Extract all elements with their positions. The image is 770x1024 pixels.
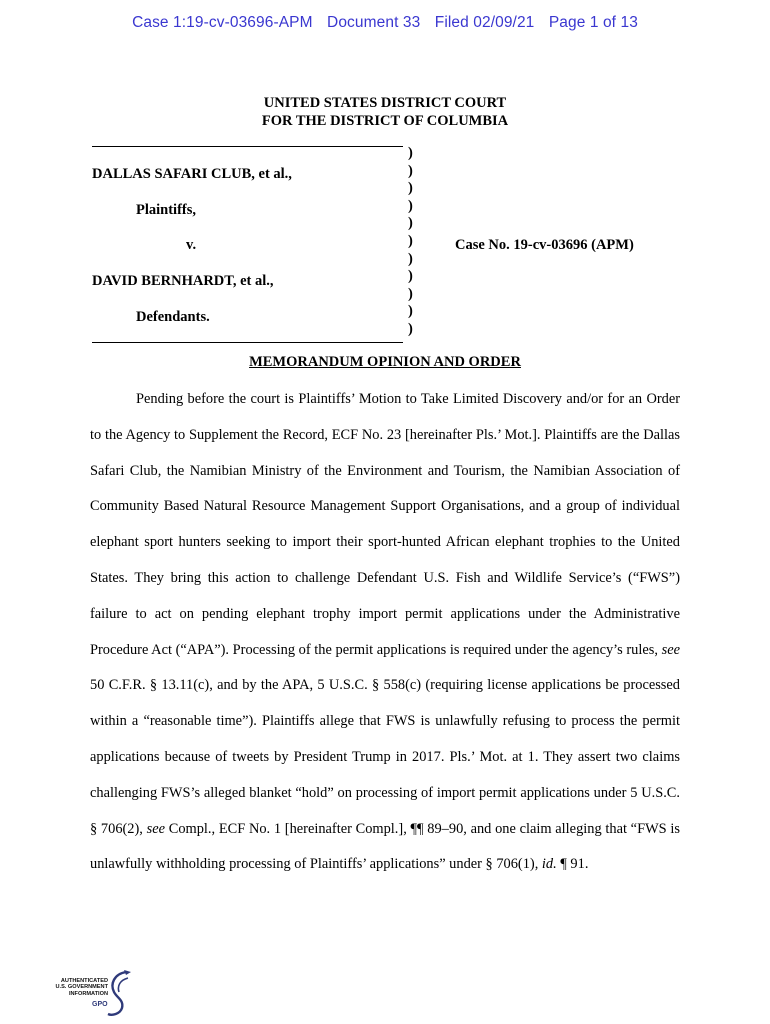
gpo-text-line: AUTHENTICATED	[60, 978, 108, 984]
citation-signal-id: id.	[541, 856, 557, 873]
plaintiff-name: DALLAS SAFARI CLUB, et al.,	[92, 166, 292, 182]
gpo-authentication-seal	[42, 968, 134, 1020]
caption-paren: )	[408, 250, 413, 267]
case-number: Case No. 19-cv-03696 (APM)	[455, 237, 634, 253]
gpo-text-line: U.S. GOVERNMENT	[55, 984, 108, 991]
document-header-stamp	[0, 14, 770, 32]
caption-paren: )	[408, 320, 413, 337]
gpo-label: GPO	[92, 1001, 108, 1008]
plaintiff-role: Plaintiffs,	[136, 202, 197, 218]
court-name: UNITED STATES DISTRICT COURT	[263, 95, 507, 111]
caption-parentheses	[408, 145, 413, 339]
caption-paren: )	[408, 303, 413, 320]
gpo-text-line: INFORMATION	[68, 990, 108, 997]
defendant-name: DAVID BERNHARDT, et al.,	[92, 273, 274, 289]
defendant-role: Defendants.	[136, 309, 210, 325]
memorandum-title: MEMORANDUM OPINION AND ORDER	[249, 354, 521, 370]
court-heading	[0, 94, 770, 130]
body-text-part: ¶ 91.	[560, 856, 589, 873]
caption-paren: )	[408, 162, 413, 179]
body-text-part: Pending before the court is Plaintiffs’ Motion to Take Limited Discovery and/or for an Order to the Agency to Supplement the Record, ECF No. 23 [hereinafter Pls.’ Mot.]. Plaintiffs are the Dallas Safari Club, the Namibian Ministry of the Environment and Tourism, the Namibian Association of Community Based Natural Resource Management Support Organisations, and a group of individual elephant sport hunters seeking to import their sport-hunted African elephant trophies to the United States. They bring this action to challenge Defendant U.S. Fish and Wildlife Service’s (“FWS”) failure to act on pending elephant trophy import permit applications under the Administrative Procedure Act (“APA”). Processing of the permit applications is required under the agency’s rules,	[90, 391, 680, 658]
filed-date: Filed 02/09/21	[434, 14, 535, 31]
caption-paren: )	[408, 285, 413, 302]
versus-label: v.	[186, 237, 197, 253]
caption-paren: )	[408, 197, 413, 214]
gpo-seal-text	[42, 978, 108, 997]
body-text-part: 50 C.F.R. § 13.11(c), and by the APA, 5 U.S.C. § 558(c) (requiring license applications be processed within a “reasonable time”). Plaintiffs allege that FWS is unlawfully refusing to process the permit applications because of tweets by President Trump in 2017. Pls.’ Mot. at 1. They assert two claims challenging FWS’s alleged blanket “hold” on processing of import permit applications under 5 U.S.C. § 706(2),	[90, 677, 680, 837]
caption-bottom-rule	[92, 342, 403, 343]
document-number: Document 33	[327, 14, 421, 31]
court-district: FOR THE DISTRICT OF COLUMBIA	[261, 113, 509, 129]
body-text-part: Compl., ECF No. 1 [hereinafter Compl.], ¶¶ 89–90, and one claim alleging that “FWS is unlawfully withholding processing of Plaintiffs’ applications” under § 706(1),	[90, 820, 680, 873]
caption-paren: )	[408, 215, 413, 232]
opinion-body-paragraph	[90, 382, 680, 883]
caption-paren: )	[408, 180, 413, 197]
caption-paren: )	[408, 268, 413, 285]
page-indicator: Page 1 of 13	[548, 14, 638, 31]
caption-paren: )	[408, 232, 413, 249]
caption-top-rule	[92, 146, 403, 147]
citation-signal-see: see	[146, 820, 165, 837]
citation-signal-see: see	[661, 641, 680, 658]
caption-paren: )	[408, 145, 413, 161]
case-identifier: Case 1:19-cv-03696-APM	[132, 14, 313, 31]
gpo-eagle-icon	[104, 968, 132, 1018]
